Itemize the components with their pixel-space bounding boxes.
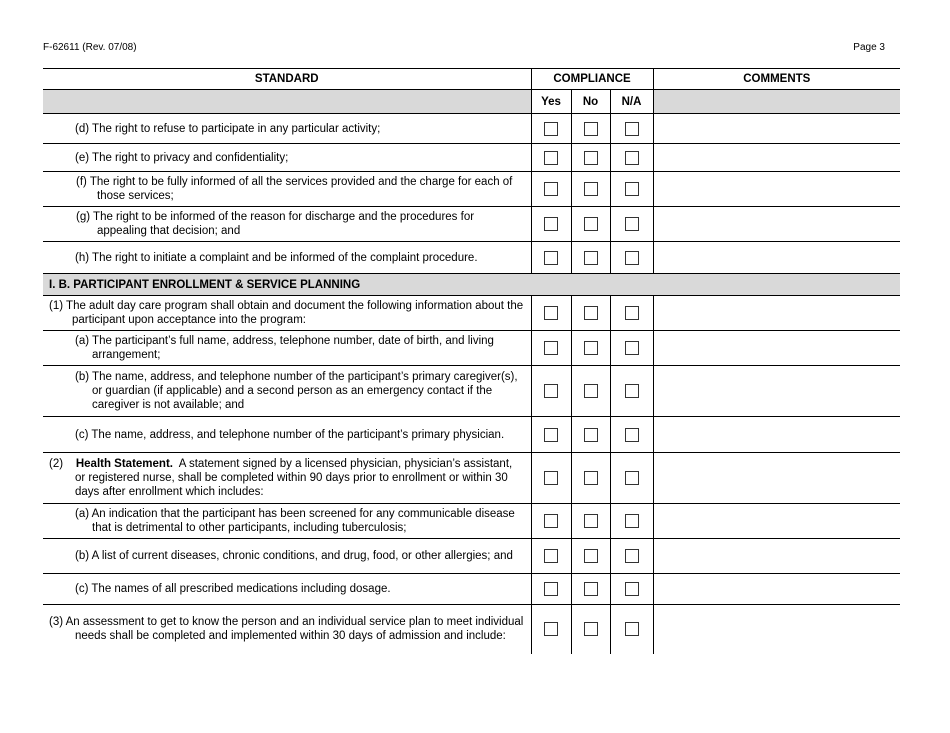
standard-text: (b) A list of current diseases, chronic conditions, and drug, food, or other allergies; and [75, 550, 513, 562]
standard-text [43, 457, 531, 499]
comments-cell[interactable] [653, 417, 900, 453]
comments-cell[interactable] [653, 114, 900, 144]
standard-text: (d) The right to refuse to participate in any particular activity; [75, 122, 381, 135]
compliance-table [43, 68, 900, 654]
standard-text: (h) The right to initiate a complaint and be informed of the complaint procedure. [75, 251, 478, 264]
standard-cell [43, 366, 531, 417]
na-checkbox[interactable] [625, 251, 639, 265]
comments-header: COMMENTS [653, 69, 900, 90]
standard-cell [43, 453, 531, 504]
comments-cell[interactable] [653, 504, 900, 539]
table-row [43, 114, 900, 144]
standard-text: (b) The name, address, and telephone number of the participant’s primary caregiver(s), or guardian (if applicable) and a second person as an emergency contact if the caregiver is not available; and [75, 371, 518, 411]
table-row [43, 296, 900, 331]
standard-text: (e) The right to privacy and confidentiality; [75, 151, 289, 164]
comments-cell[interactable] [653, 366, 900, 417]
standard-text: (3) An assessment to get to know the person and an individual service plan to meet individual needs shall be completed and implemented within 30 days of admission and include: [49, 616, 524, 643]
comments-cell[interactable] [653, 605, 900, 654]
na-checkbox[interactable] [625, 151, 639, 165]
yes-checkbox[interactable] [544, 582, 558, 596]
standard-text: (a) The participant’s full name, address, telephone number, date of birth, and living arrangement; [75, 335, 494, 361]
form-number: F-62611 (Rev. 07/08) [43, 42, 137, 53]
table-row [43, 207, 900, 242]
standard-cell [43, 605, 531, 654]
yes-checkbox[interactable] [544, 622, 558, 636]
no-checkbox[interactable] [584, 428, 598, 442]
no-checkbox[interactable] [584, 471, 598, 485]
standard-subheader [43, 90, 531, 114]
na-checkbox[interactable] [625, 217, 639, 231]
no-checkbox[interactable] [584, 306, 598, 320]
no-checkbox[interactable] [584, 384, 598, 398]
no-checkbox[interactable] [584, 582, 598, 596]
yes-checkbox[interactable] [544, 251, 558, 265]
yes-checkbox[interactable] [544, 384, 558, 398]
standard-cell [43, 417, 531, 453]
standard-cell [43, 242, 531, 274]
na-checkbox[interactable] [625, 428, 639, 442]
standard-cell [43, 172, 531, 207]
yes-checkbox[interactable] [544, 471, 558, 485]
na-checkbox[interactable] [625, 471, 639, 485]
comments-cell[interactable] [653, 242, 900, 274]
no-checkbox[interactable] [584, 122, 598, 136]
standard-cell [43, 207, 531, 242]
no-checkbox[interactable] [584, 151, 598, 165]
table-subheader-row [43, 90, 900, 114]
comments-cell[interactable] [653, 172, 900, 207]
comments-cell[interactable] [653, 453, 900, 504]
na-checkbox[interactable] [625, 384, 639, 398]
item-number: (2) [49, 458, 64, 470]
standard-cell [43, 504, 531, 539]
standard-text: (c) The names of all prescribed medications including dosage. [75, 583, 391, 595]
comments-cell[interactable] [653, 539, 900, 574]
comments-cell[interactable] [653, 331, 900, 366]
standard-text: (c) The name, address, and telephone number of the participant’s primary physician. [75, 428, 505, 441]
standard-header: STANDARD [43, 69, 531, 90]
table-row [43, 242, 900, 274]
table-row [43, 331, 900, 366]
comments-subheader [653, 90, 900, 114]
standard-cell [43, 114, 531, 144]
standard-cell [43, 144, 531, 172]
yes-header: Yes [531, 90, 571, 114]
yes-checkbox[interactable] [544, 341, 558, 355]
standard-cell [43, 539, 531, 574]
yes-checkbox[interactable] [544, 151, 558, 165]
na-checkbox[interactable] [625, 549, 639, 563]
na-header: N/A [610, 90, 653, 114]
table-row [43, 539, 900, 574]
table-row [43, 504, 900, 539]
table-row [43, 144, 900, 172]
table-row [43, 605, 900, 654]
standard-cell [43, 296, 531, 331]
table-row [43, 417, 900, 453]
section-header-row [43, 274, 900, 296]
compliance-header: COMPLIANCE [531, 69, 653, 90]
no-header: No [571, 90, 610, 114]
standard-text: (1) The adult day care program shall obtain and document the following information about the participant upon acceptance into the program: [49, 300, 524, 326]
item-lead: Health Statement. [75, 458, 173, 470]
no-checkbox[interactable] [584, 549, 598, 563]
comments-cell[interactable] [653, 207, 900, 242]
yes-checkbox[interactable] [544, 182, 558, 196]
na-checkbox[interactable] [625, 306, 639, 320]
table-row [43, 366, 900, 417]
standard-cell [43, 331, 531, 366]
no-checkbox[interactable] [584, 182, 598, 196]
table-row [43, 172, 900, 207]
yes-checkbox[interactable] [544, 217, 558, 231]
yes-checkbox[interactable] [544, 306, 558, 320]
no-checkbox[interactable] [584, 217, 598, 231]
no-checkbox[interactable] [584, 251, 598, 265]
no-checkbox[interactable] [584, 622, 598, 636]
na-checkbox[interactable] [625, 514, 639, 528]
yes-checkbox[interactable] [544, 549, 558, 563]
comments-cell[interactable] [653, 144, 900, 172]
na-checkbox[interactable] [625, 122, 639, 136]
standard-cell [43, 574, 531, 605]
no-checkbox[interactable] [584, 514, 598, 528]
item-text: A statement signed by a licensed physician, physician’s assistant, or registered nurse, shall be completed within 90 days prior to enrollment or within 30 days after enrollment which includes: [75, 458, 513, 498]
table-row [43, 574, 900, 605]
comments-cell[interactable] [653, 574, 900, 605]
table-row [43, 453, 900, 504]
standard-text: (g) The right to be informed of the reason for discharge and the procedures for appealing that decision; and [76, 211, 475, 237]
na-checkbox[interactable] [625, 182, 639, 196]
standard-text: (a) An indication that the participant has been screened for any communicable disease that is detrimental to other participants, including tuberculosis; [75, 508, 515, 534]
standard-text: (f) The right to be fully informed of all the services provided and the charge for each of those services; [76, 176, 513, 202]
na-checkbox[interactable] [625, 622, 639, 636]
yes-checkbox[interactable] [544, 122, 558, 136]
na-checkbox[interactable] [625, 582, 639, 596]
section-title: I. B. PARTICIPANT ENROLLMENT & SERVICE PLANNING [43, 274, 900, 296]
page-number: Page 3 [853, 42, 885, 53]
no-checkbox[interactable] [584, 341, 598, 355]
yes-checkbox[interactable] [544, 428, 558, 442]
na-checkbox[interactable] [625, 341, 639, 355]
comments-cell[interactable] [653, 296, 900, 331]
table-header-row [43, 69, 900, 90]
yes-checkbox[interactable] [544, 514, 558, 528]
